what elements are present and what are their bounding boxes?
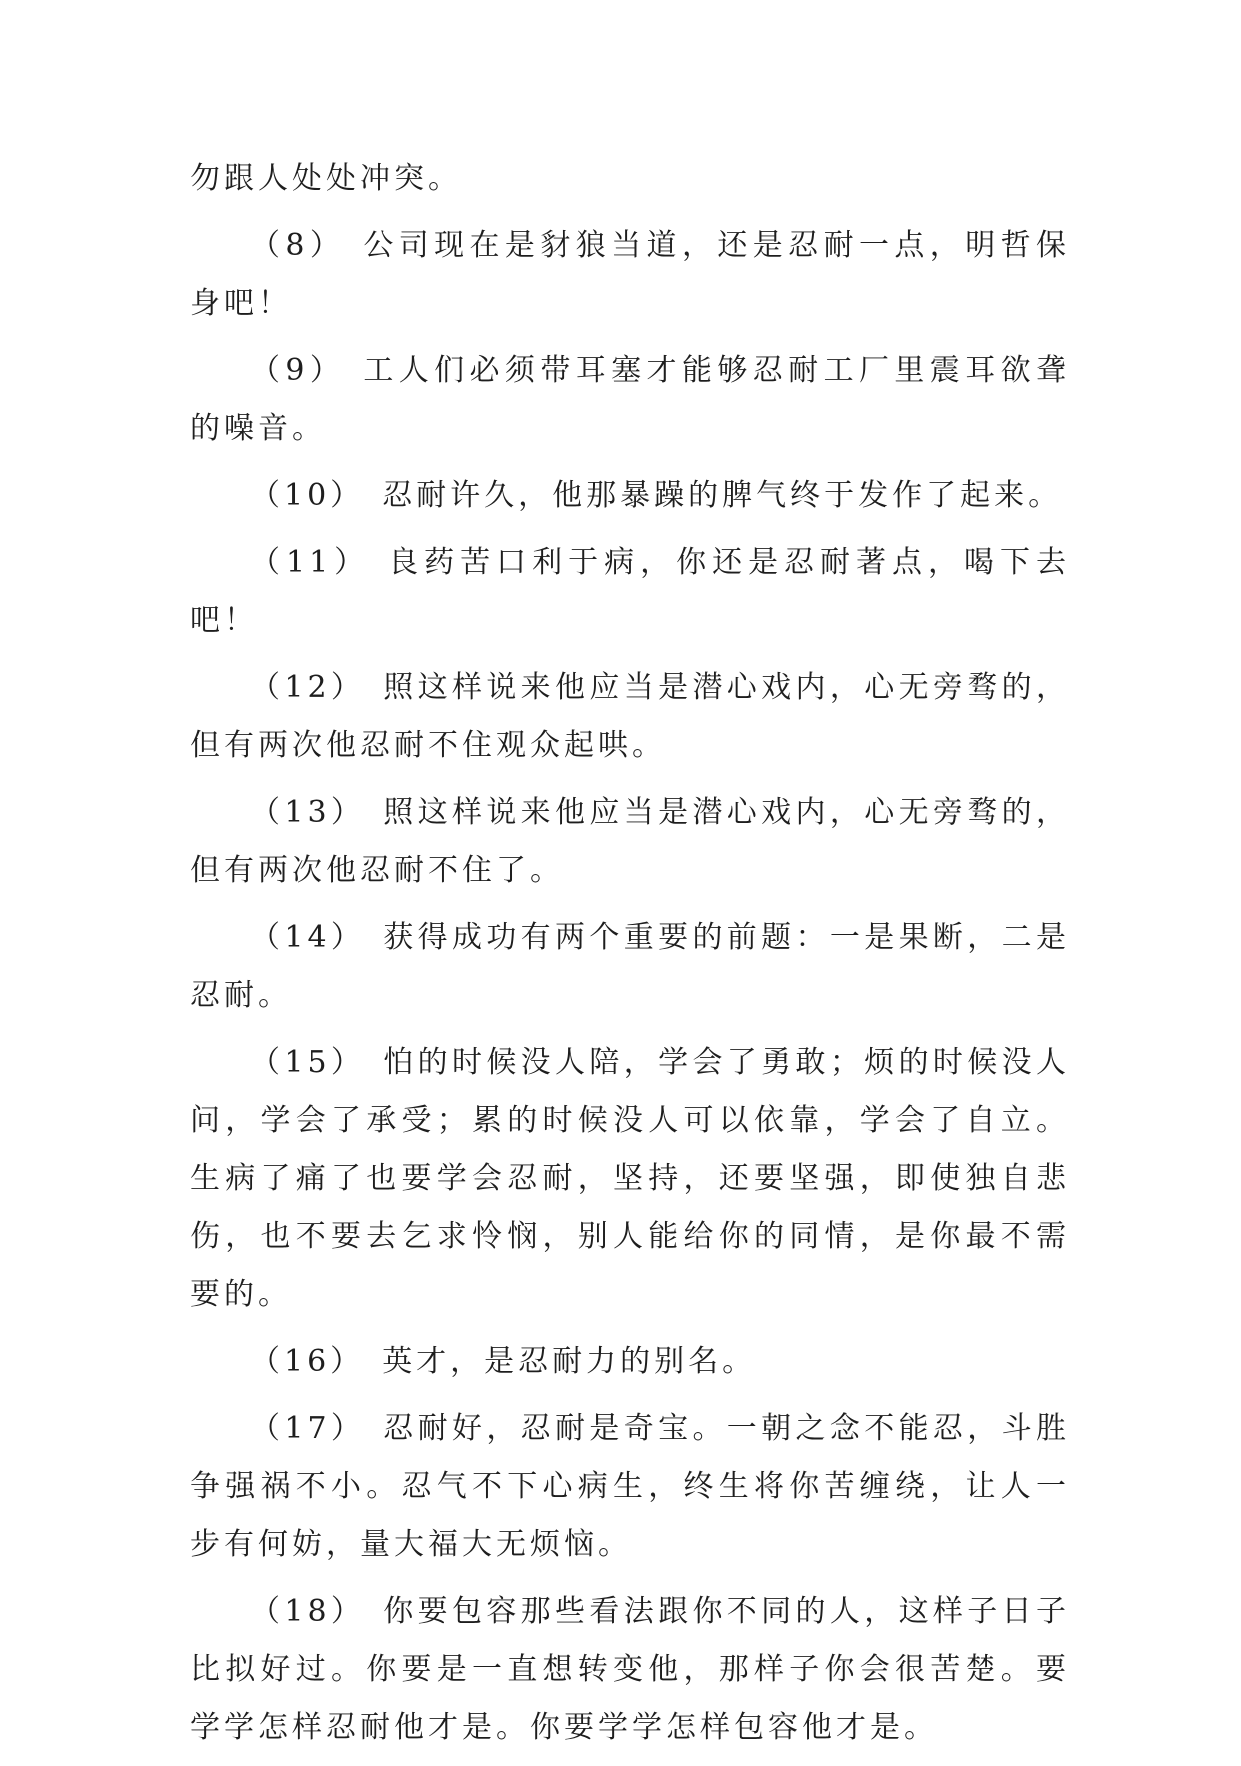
example-sentence-14 <box>190 909 1070 1025</box>
sentence-number: （9） <box>250 353 346 388</box>
sentence-number: （16） <box>250 1344 365 1379</box>
sentence-text: 良药苦口利于病，你还是忍耐著点，喝下去吧！ <box>190 545 1070 638</box>
sentence-number: （18） <box>250 1594 366 1629</box>
sentence-number: （17） <box>250 1411 366 1446</box>
sentence-text: 你要包容那些看法跟你不同的人，这样子日子比拟好过。你要是一直想转变他，那样子你会很苦楚。要学学怎样忍耐他才是。你要学学怎样包容他才是。 <box>190 1594 1070 1745</box>
sentence-number: （12） <box>250 670 366 705</box>
sentence-number: （15） <box>250 1045 366 1080</box>
example-sentence-13 <box>190 784 1070 900</box>
example-sentence-16 <box>190 1333 1070 1391</box>
sentence-text: 照这样说来他应当是潜心戏内，心无旁骛的，但有两次他忍耐不住了。 <box>190 795 1070 888</box>
sentence-number: （14） <box>250 920 366 955</box>
example-sentence-17 <box>190 1400 1070 1574</box>
example-sentence-10 <box>190 467 1070 525</box>
sentence-text: 照这样说来他应当是潜心戏内，心无旁骛的，但有两次他忍耐不住观众起哄。 <box>190 670 1070 763</box>
sentence-text: 英才，是忍耐力的别名。 <box>382 1344 757 1379</box>
sentence-text: 忍耐许久，他那暴躁的脾气终于发作了起来。 <box>382 478 1063 513</box>
example-sentence-8 <box>190 217 1070 333</box>
example-sentence-18 <box>190 1583 1070 1757</box>
paragraph-continuation <box>190 150 1070 208</box>
paragraph-text: 勿跟人处处冲突。 <box>190 161 462 196</box>
sentence-text: 获得成功有两个重要的前题：一是果断，二是忍耐。 <box>190 920 1070 1013</box>
sentence-text: 公司现在是豺狼当道，还是忍耐一点，明哲保身吧！ <box>190 228 1071 321</box>
sentence-text: 忍耐好，忍耐是奇宝。一朝之念不能忍，斗胜争强祸不小。忍气不下心病生，终生将你苦缠绕，让人一步有何妨，量大福大无烦恼。 <box>190 1411 1070 1562</box>
document-body <box>190 150 1070 1766</box>
sentence-text: 工人们必须带耳塞才能够忍耐工厂里震耳欲聋的噪音。 <box>190 353 1071 446</box>
example-sentence-9 <box>190 342 1070 458</box>
sentence-number: （8） <box>250 228 346 263</box>
sentence-number: （11） <box>250 545 371 580</box>
example-sentence-11 <box>190 534 1070 650</box>
sentence-number: （13） <box>250 795 366 830</box>
example-sentence-15 <box>190 1034 1070 1324</box>
sentence-text: 怕的时候没人陪，学会了勇敢；烦的时候没人问，学会了承受；累的时候没人可以依靠，学会了自立。生病了痛了也要学会忍耐，坚持，还要坚强，即使独自悲伤，也不要去乞求怜悯，别人能给你的同情，是你最不需要的。 <box>190 1045 1070 1312</box>
example-sentence-12 <box>190 659 1070 775</box>
sentence-number: （10） <box>250 478 365 513</box>
